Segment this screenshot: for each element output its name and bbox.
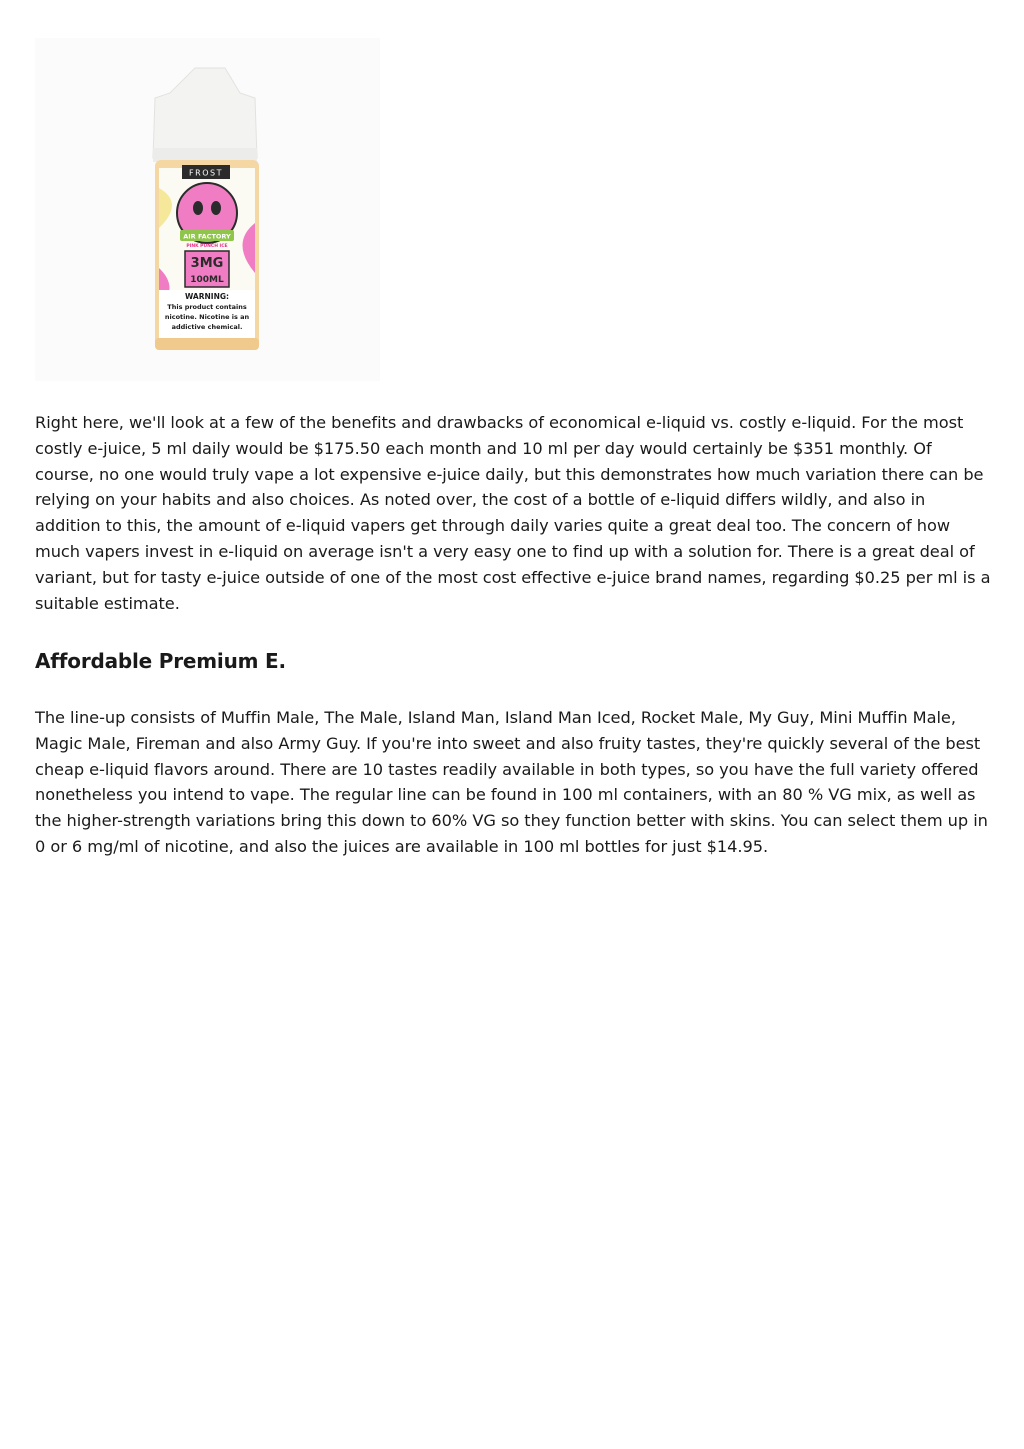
warning-line-1: This product contains (167, 303, 247, 311)
cap-ring (153, 148, 257, 162)
warning-line-2: nicotine. Nicotine is an (164, 313, 250, 321)
left-eye (193, 201, 203, 215)
bottle-cap (153, 68, 257, 158)
label-volume: 100ML (190, 275, 224, 285)
label-strength: 3MG (190, 256, 224, 271)
label-brand: FROST (189, 168, 223, 178)
product-image (35, 38, 380, 381)
warning-title: WARNING: (184, 292, 230, 301)
warning-line-3: addictive chemical. (171, 323, 243, 331)
bottle-bottom (155, 338, 259, 350)
article-paragraph-1: Right here, we'll look at a few of the benefits and drawbacks of economical e-liquid vs. costly e-liquid. For the most costly e-juice, 5 ml daily would be $175.50 each month and 10 ml per day would certainly be $351 monthly. Of course, no one would truly vape a lot expensive e-juice daily, but this demonstrates how much variation there can be relying on your habits and also choices. As noted over, the cost of a bottle of e-liquid differs wildly, and also in addition to this, the amount of e-liquid vapers get through daily varies quite a great deal too. The concern of how much vapers invest in e-liquid on average isn't a very easy one to find up with a solution for. There is a great deal of variant, but for tasty e-juice outside of one of the most cost effective e-juice brand names, regarding $0.25 per ml is a suitable estimate. (35, 413, 991, 613)
section-heading: Affordable Premium E. (35, 649, 286, 673)
right-eye (211, 201, 221, 215)
article-paragraph-2: The line-up consists of Muffin Male, The Male, Island Man, Island Man Iced, Rocket Male, My Guy, Mini Muffin Male, Magic Male, Fireman and also Army Guy. If you're into sweet and also fruity tastes, they're quickly several of the best cheap e-liquid flavors around. There are 10 tastes readily available in both types, so you have the full variety offered nonetheless you intend to vape. The regular line can be found in 100 ml containers, with an 80 % VG mix, as well as the higher-strength variations bring this down to 60% VG so they function better with skins. You can select them up in 0 or 6 mg/ml of nicotine, and also the juices are available in 100 ml bottles for just $14.95. (35, 708, 988, 856)
label-product-line1: AIR FACTORY (183, 232, 231, 241)
label-product-line2: PINK PUNCH ICE (186, 244, 228, 249)
e-liquid-bottle-illustration (35, 38, 380, 381)
